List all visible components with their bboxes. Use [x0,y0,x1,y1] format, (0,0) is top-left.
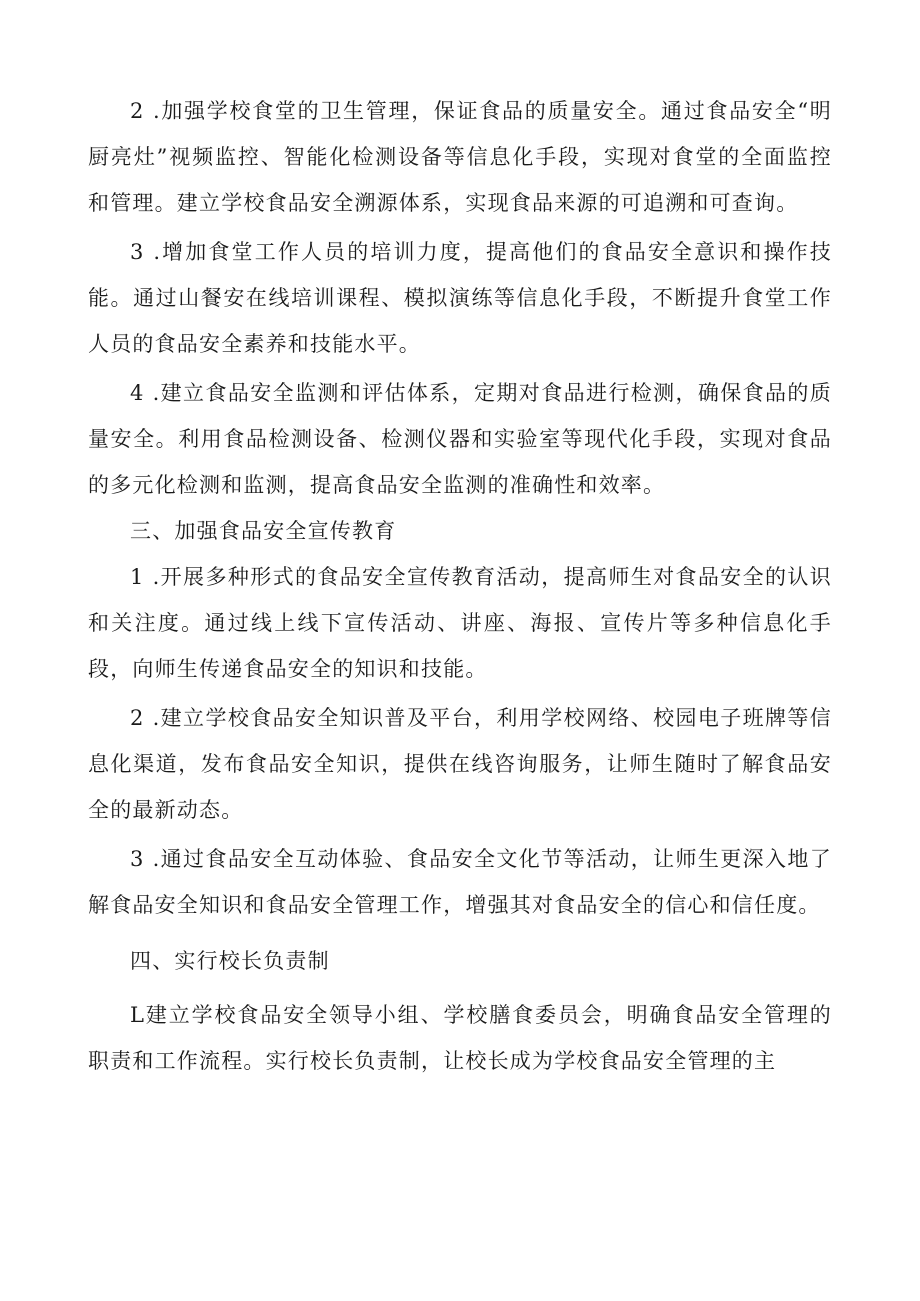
paragraph-2-knowledge-platform: 2 .建立学校食品安全知识普及平台，利用学校网络、校园电子班牌等信息化渠道，发布食品安全知识，提供在线咨询服务，让师生随时了解食品安全的最新动态。 [88,706,832,822]
paragraph-2-canteen-hygiene: 2 .加强学校食堂的卫生管理，保证食品的质量安全。通过食品安全“明厨亮灶”视频监控、智能化检测设备等信息化手段，实现对食堂的全面监控和管理。建立学校食品安全溯源体系，实现食品来源的可追溯和可查询。 [88,99,832,215]
paragraph-l-leadership-group: L建立学校食品安全领导小组、学校膳食委员会，明确食品安全管理的职责和工作流程。实行校长负责制，让校长成为学校食品安全管理的主 [88,1003,832,1073]
paragraph-1-publicity-activities: 1 .开展多种形式的食品安全宣传教育活动，提高师生对食品安全的认识和关注度。通过线上线下宣传活动、讲座、海报、宣传片等多种信息化手段，向师生传递食品安全的知识和技能。 [88,565,832,681]
paragraph-4-monitoring-system: 4 .建立食品安全监测和评估体系，定期对食品进行检测，确保食品的质量安全。利用食品检测设备、检测仪器和实验室等现代化手段，实现对食品的多元化检测和监测，提高食品安全监测的准确性和效率。 [88,381,832,497]
section-heading-principal-responsibility: 四、实行校长负责制 [130,949,330,973]
section-heading-publicity: 三、加强食品安全宣传教育 [130,519,397,543]
paragraph-3-staff-training: 3 .增加食堂工作人员的培训力度，提高他们的食品安全意识和操作技能。通过山餐安在线培训课程、模拟演练等信息化手段，不断提升食堂工作人员的食品安全素养和技能水平。 [88,240,832,356]
paragraph-3-interactive-experience: 3 .通过食品安全互动体验、食品安全文化节等活动，让师生更深入地了解食品安全知识和食品安全管理工作，增强其对食品安全的信心和信任度。 [88,847,832,917]
document-page [88,88,832,1084]
